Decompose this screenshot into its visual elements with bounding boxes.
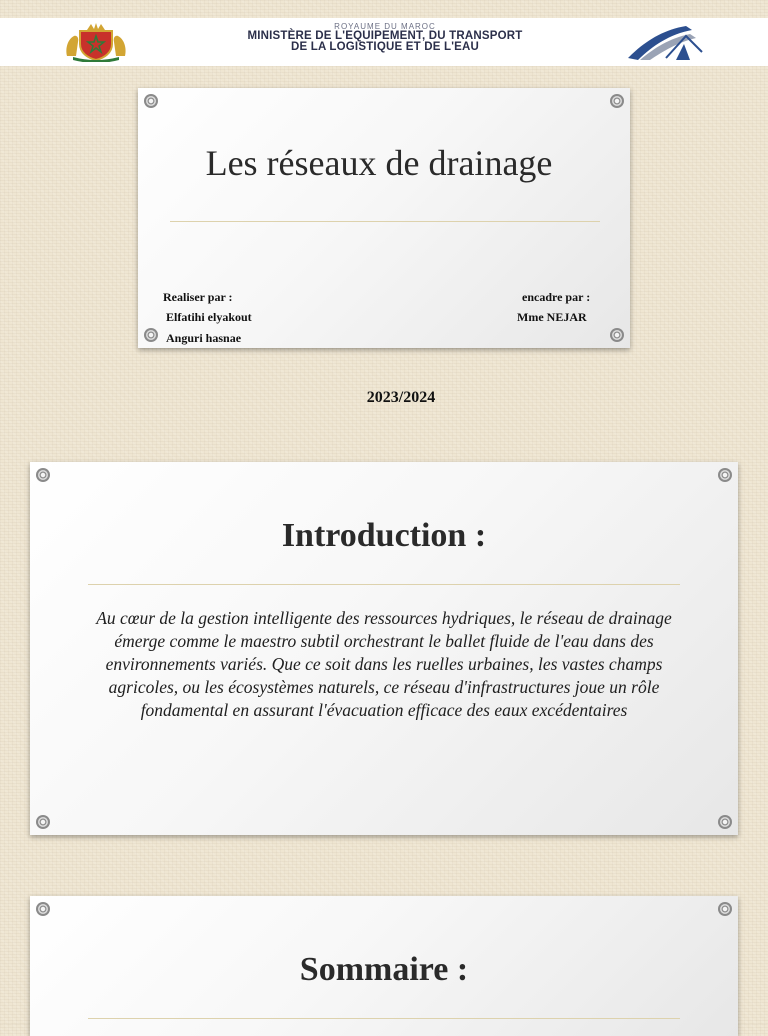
introduction-card — [30, 462, 738, 835]
sommaire-card — [30, 896, 738, 1036]
rivet-icon — [144, 328, 158, 342]
ministry-header — [0, 18, 768, 66]
highway-logo-icon — [626, 22, 704, 62]
sommaire-divider — [88, 1018, 680, 1019]
rivet-icon — [718, 815, 732, 829]
introduction-heading: Introduction : — [281, 517, 487, 554]
rivet-icon — [144, 94, 158, 108]
ministry-line-2: DE LA LOGISTIQUE ET DE L'EAU — [290, 41, 480, 53]
rivet-icon — [36, 815, 50, 829]
rivet-icon — [36, 902, 50, 916]
encadre-label: encadre par : — [522, 290, 591, 304]
academic-year: 2023/2024 — [366, 389, 436, 406]
rivet-icon — [718, 902, 732, 916]
sommaire-heading: Sommaire : — [299, 951, 469, 988]
ministry-line-1: MINISTÈRE DE L'EQUIPEMENT, DU TRANSPORT — [247, 30, 523, 42]
supervisor-name: Mme NEJAR — [517, 310, 587, 324]
rivet-icon — [718, 468, 732, 482]
rivet-icon — [610, 328, 624, 342]
title-card — [138, 88, 630, 348]
royal-coat-of-arms-icon — [63, 22, 129, 62]
introduction-divider — [88, 584, 680, 585]
title-divider — [170, 221, 600, 222]
rivet-icon — [36, 468, 50, 482]
ministry-name — [190, 22, 580, 53]
author-name: Anguri hasnae — [166, 331, 242, 345]
rivet-icon — [610, 94, 624, 108]
introduction-text: Au cœur de la gestion intelligente des ressources hydriques, le réseau de drainage émerge comme le maestro subtil orchestrant le ballet fluide de l'eau dans des environnements variés. Que ce soit dans les ruelles urbaines, les vastes champs agricoles, ou les écosystèmes naturels, ce réseau d'infrastructures joue un rôle fondamental en assurant l'évacuation efficace des eaux excédentaires — [96, 608, 672, 720]
document-title: Les réseaux de drainage — [205, 143, 553, 183]
realiser-label: Realiser par : — [163, 290, 233, 304]
kingdom-label: ROYAUME DU MAROC — [334, 22, 436, 31]
author-name: Elfatihi elyakout — [166, 310, 252, 324]
